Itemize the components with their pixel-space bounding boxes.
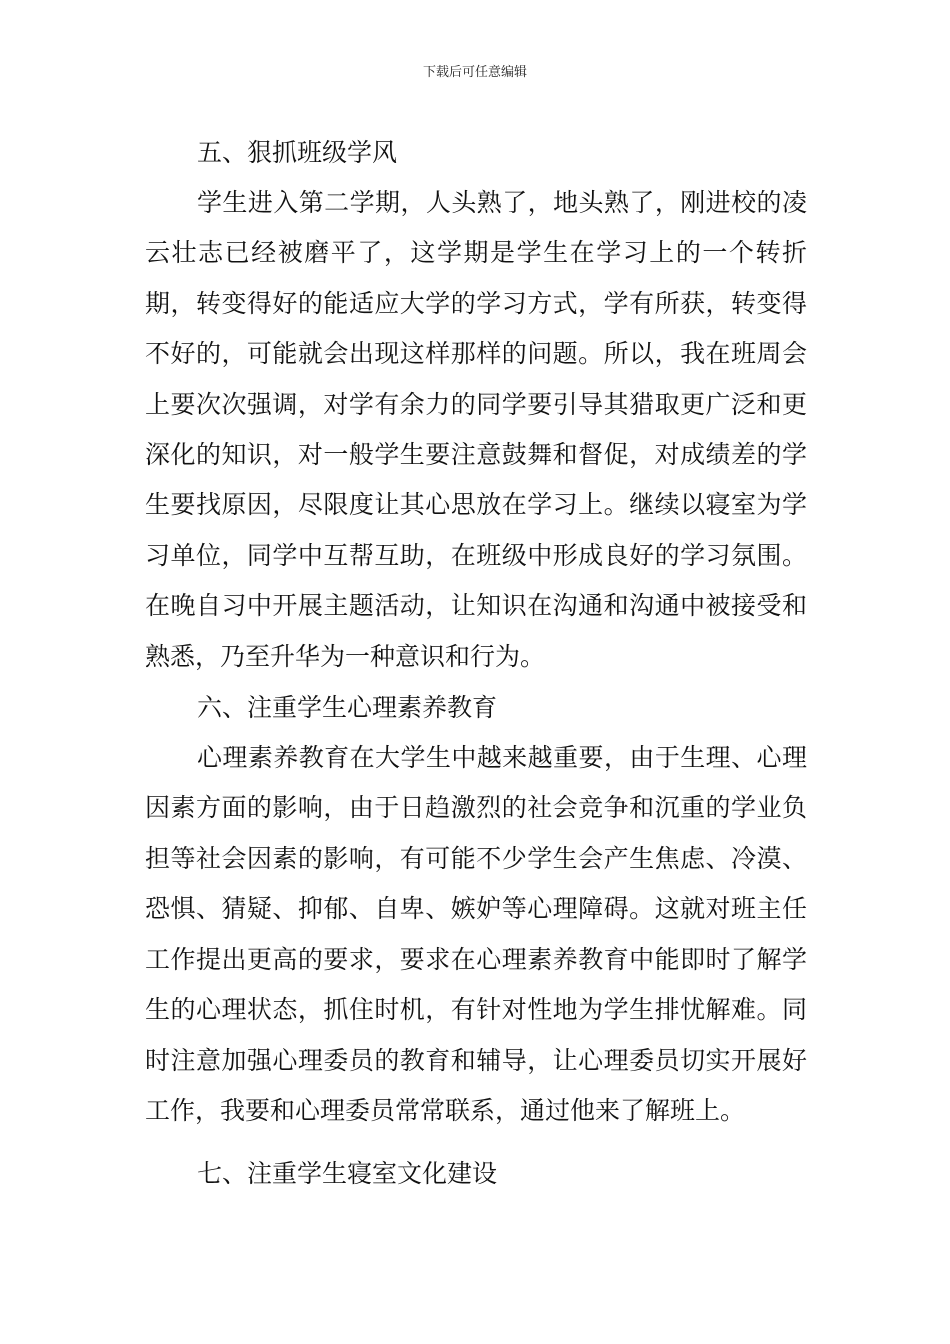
section-heading-6: 六、注重学生心理素养教育 [197,693,498,723]
section-heading-5: 五、狠抓班级学风 [197,138,398,167]
page-header-note: 下载后可任意编辑 [422,65,527,80]
section-heading-7: 七、注重学生寝室文化建设 [197,1159,498,1189]
section-paragraph-5: 学生进入第二学期，人头熟了，地头熟了，刚进校的凌云壮志已经被磨平了，这学期是学生在学习上的一个转折期，转变得好的能适应大学的学习方式，学有所获，转变得不好的，可能就会出现这样那样的问题。所以，我在班周会上要次次强调，对学有余力的同学要引导其猎取更广泛和更深化的知识，对一般学生要注意鼓舞和督促，对成绩差的学生要找原因，尽限度让其心思放在学习上。继续以寝室为学习单位，同学中互帮互助，在班级中形成良好的学习氛围。在晚自习中开展主题活动，让知识在沟通和沟通中被接受和熟悉，乃至升华为一种意识和行为。 [145,188,807,671]
section-paragraph-6: 心理素养教育在大学生中越来越重要，由于生理、心理因素方面的影响，由于日趋激烈的社会竞争和沉重的学业负担等社会因素的影响，有可能不少学生会产生焦虑、冷漠、恐惧、猜疑、抑郁、自卑、嫉妒等心理障碍。这就对班主任工作提出更高的要求，要求在心理素养教育中能即时了解学生的心理状态，抓住时机，有针对性地为学生排忧解难。同时注意加强心理委员的教育和辅导，让心理委员切实开展好工作，我要和心理委员常常联系，通过他来了解班上。 [145,743,807,1125]
document-body [145,127,807,1199]
